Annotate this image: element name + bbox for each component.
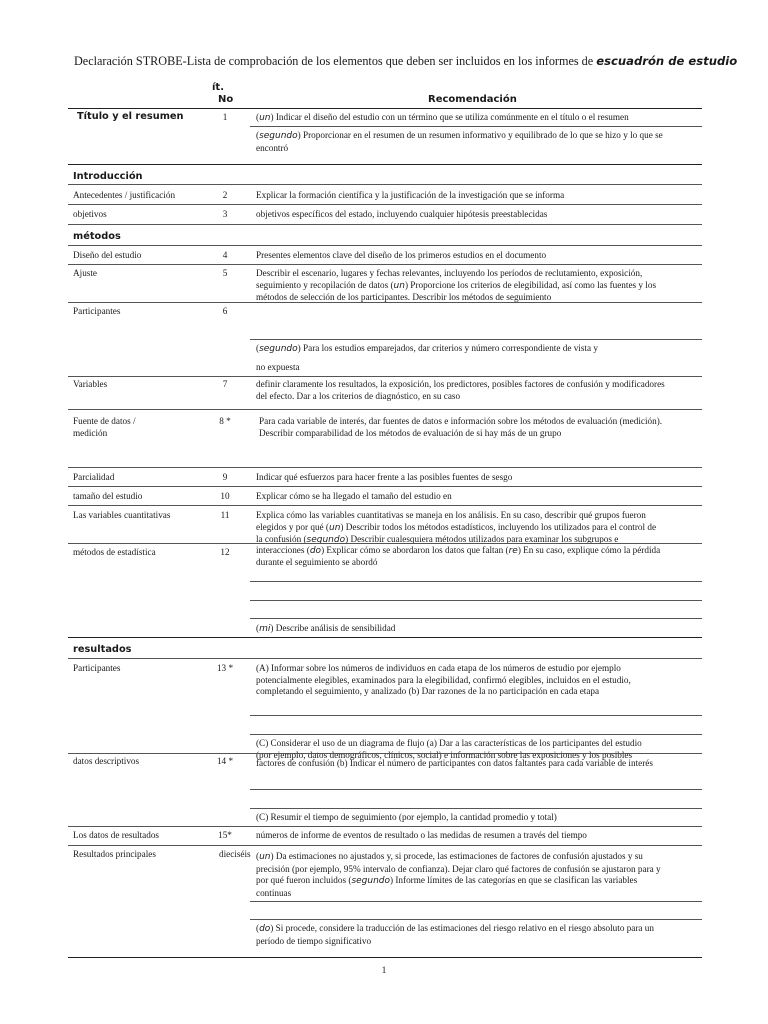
item-line: Para cada variable de interés, dar fuentes de datos e información sobre los métodos de evaluación (medición). <box>259 416 663 426</box>
item-label: métodos de estadística <box>73 547 156 557</box>
item-text: factores de confusión (b) Indicar el número de participantes con datos faltantes para cada variable de interés <box>256 758 653 768</box>
item-line: Describir el escenario, lugares y fechas relevantes, incluyendo los períodos de reclutamiento, exposición, <box>256 268 643 278</box>
item-text <box>256 923 702 947</box>
item-text: objetivos específicos del estado, incluyendo cualquier hipótesis preestablecidas <box>256 209 548 219</box>
item-text: números de informe de eventos de resultado o las medidas de resumen a través del tiempo <box>256 830 587 840</box>
item-number: 5 <box>222 268 228 278</box>
row-rule <box>250 126 702 127</box>
item-line-part: la confusión ( <box>256 534 307 544</box>
header-rule <box>68 108 702 109</box>
item-line: potencialmente elegibles, examinados para la elegibilidad, confirmó elegibles, incluidos en el estudio, <box>256 674 631 685</box>
item-line: Describir comparabilidad de los métodos de evaluación de si hay más de un grupo <box>259 427 562 438</box>
item-line-part: por qué fueron incluidos ( <box>256 875 352 885</box>
row-rule <box>250 901 702 902</box>
item-text: Explicar la formación científica y la justificación de la investigación que se informa <box>256 190 565 200</box>
item-tag: segundo <box>259 131 298 141</box>
item-line: completando el seguimiento, y analizado (b) Dar razones de la no participación en cada etapa <box>256 686 600 696</box>
item-label: Las variables cuantitativas <box>73 510 171 520</box>
item-line: (un) Da estimaciones no ajustados y, si procede, las estimaciones de factores de confusión ajustados y su <box>256 851 643 862</box>
item-line-part: interacciones ( <box>256 544 310 555</box>
item-line: (do) Si procede, considere la traducción de las estimaciones del riesgo relativo en el riesgo absoluto para un <box>256 923 654 934</box>
row-rule <box>68 486 702 487</box>
item-label: Los datos de resultados <box>73 830 159 840</box>
item-line: Explica cómo las variables cuantitativas se maneja en los análisis. En su caso, describir qué grupos fueron <box>256 510 646 520</box>
section-introduccion: Introducción <box>73 171 143 182</box>
document-title-emphasis: escuadrón de estudio <box>596 54 738 68</box>
item-text: no expuesta <box>256 362 300 372</box>
item-number: 14 * <box>216 756 234 766</box>
item-number: 2 <box>222 190 228 200</box>
item-line-part: ) Proporcione los criterios de elegibilidad, así como las fuentes y los <box>404 279 657 290</box>
item-text: Explicar cómo se ha llegado el tamaño del estudio en <box>256 491 452 501</box>
item-line <box>256 280 702 293</box>
item-line-part: elegidos y por qué ( <box>256 521 329 532</box>
section-resultados: resultados <box>73 644 132 655</box>
row-rule <box>68 505 702 506</box>
row-rule <box>68 204 702 205</box>
row-rule <box>250 789 702 790</box>
item-text <box>256 663 702 698</box>
item-number: 9 <box>222 472 228 482</box>
item-text-body: Proporcionar en el resumen de un resumen informativo y equilibrado de lo que se hizo y lo que se encontró <box>256 130 663 153</box>
row-rule <box>68 376 702 377</box>
document-title <box>74 54 738 69</box>
row-rule <box>250 808 702 809</box>
item-line: (C) Considerar el uso de un diagrama de flujo (a) Dar a las características de los participantes del estudio <box>256 738 642 748</box>
item-text <box>256 851 702 899</box>
row-rule <box>250 339 702 340</box>
header-item-no: No <box>218 94 234 105</box>
item-line: definir claramente los resultados, la exposición, los predictores, posibles factores de confusión y modificadores <box>256 379 665 389</box>
section-titulo: Título y el resumen <box>77 111 184 122</box>
row-rule <box>68 467 702 468</box>
row-rule <box>250 618 702 619</box>
row-rule <box>68 164 702 165</box>
item-line: durante el seguimiento se abordó <box>256 557 378 567</box>
item-text: Indicar qué esfuerzos para hacer frente a las posibles fuentes de sesgo <box>256 472 513 482</box>
item-number: 11 <box>220 510 230 520</box>
document-title-prefix: Declaración STROBE-Lista de comprobación de los elementos que deben ser incluidos en los informes de <box>74 54 597 68</box>
item-tag: segundo <box>351 876 391 886</box>
item-tag: un <box>259 113 271 123</box>
row-rule <box>250 715 702 716</box>
item-label: Participantes <box>73 663 121 673</box>
item-line <box>256 545 702 558</box>
row-rule <box>68 658 702 659</box>
item-text: (un) Indicar el diseño del estudio con un término que se utiliza comúnmente en el título o el resumen <box>256 112 629 123</box>
item-text <box>256 379 702 402</box>
item-tag: mi <box>259 624 271 634</box>
item-number: 4 <box>222 250 228 260</box>
item-line: continuas <box>256 887 292 898</box>
item-number: dieciséis <box>219 849 251 859</box>
row-rule <box>250 919 702 920</box>
item-line-part: ) Describir cualesquiera métodos utilizados para examinar los subgrupos e <box>345 534 619 544</box>
item-label: Parcialidad <box>73 472 115 482</box>
item-number: 13 * <box>216 663 234 673</box>
item-line: (por ejemplo, datos demográficos, clínicos, social) e información sobre las exposiciones y los posibles <box>256 749 633 760</box>
item-text: Presentes elementos clave del diseño de los primeros estudios en el documento <box>256 250 547 260</box>
item-number: 3 <box>222 209 228 219</box>
item-label: Participantes <box>73 306 121 316</box>
item-line <box>256 875 702 888</box>
item-text: (C) Resumir el tiempo de seguimiento (por ejemplo, la cantidad promedio y total) <box>256 812 557 822</box>
row-rule <box>68 264 702 265</box>
item-line: período de tiempo significativo <box>256 935 372 946</box>
header-item-label: ít. <box>212 82 225 93</box>
item-tag: do <box>259 924 271 934</box>
row-rule <box>68 753 702 754</box>
item-label: Ajuste <box>73 268 97 278</box>
item-tag: do <box>309 545 322 556</box>
row-rule <box>250 734 702 735</box>
section-metodos: métodos <box>73 231 121 242</box>
item-line-part: Da estimaciones no ajustados y, si procede, las estimaciones de factores de confusión ajustados y su <box>273 851 643 861</box>
row-rule <box>68 245 702 246</box>
row-rule <box>250 600 702 601</box>
row-rule <box>68 826 702 827</box>
item-number: 1 <box>222 112 228 122</box>
item-label: Antecedentes / justificación <box>73 190 176 200</box>
item-tag: un <box>328 522 341 533</box>
item-number: 15* <box>218 830 232 840</box>
item-line <box>256 522 702 535</box>
item-tag: re <box>508 545 518 556</box>
item-text <box>259 416 703 439</box>
item-line-part: ) Describir todos los métodos estadísticos, incluyendo los utilizados para el control de <box>340 521 657 532</box>
item-line-part: ) En su caso, explique cómo la pérdida <box>517 544 661 555</box>
item-text-body: Indicar el diseño del estudio con un término que se utiliza comúnmente en el título o el resumen <box>273 112 629 122</box>
item-line: precisión (por ejemplo, 95% intervalo de confianza). Dejar claro qué factores de confusión se ajustaron para y <box>256 863 661 874</box>
item-tag: un <box>259 852 271 862</box>
item-line: (A) Informar sobre los números de individuos en cada etapa de los números de estudio por ejemplo <box>256 663 621 673</box>
row-rule <box>68 409 702 410</box>
item-tag: segundo <box>259 344 298 354</box>
item-text: (mi) Describe análisis de sensibilidad <box>256 623 396 634</box>
row-rule <box>68 184 702 185</box>
item-label: Resultados principales <box>73 849 156 859</box>
table-bottom-rule <box>68 957 702 958</box>
item-text <box>256 268 702 304</box>
item-text: (segundo) Para los estudios emparejados, dar criterios y número correspondiente de vista y <box>256 343 598 354</box>
row-rule <box>68 543 702 544</box>
item-text <box>256 510 702 569</box>
row-rule <box>68 224 702 225</box>
row-rule <box>68 302 702 303</box>
header-recommendation: Recomendación <box>428 94 517 105</box>
page-number: 1 <box>381 966 387 976</box>
item-number: 12 <box>220 547 230 557</box>
item-line-part: ) Informe límites de las categorías en que se clasifican las variables <box>390 875 638 885</box>
item-line: métodos de selección de los participantes. Describir los métodos de seguimiento <box>256 292 552 302</box>
item-label: objetivos <box>73 209 107 219</box>
item-number: 8 * <box>219 416 231 426</box>
item-label: tamaño del estudio <box>73 491 143 501</box>
item-label: Variables <box>73 379 108 389</box>
item-tag: un <box>393 280 405 291</box>
item-label: medición <box>73 428 108 438</box>
item-number: 10 <box>220 491 230 501</box>
item-line-part: seguimiento y recopilación de datos ( <box>256 279 394 290</box>
item-tag: segundo <box>306 535 346 545</box>
item-label: datos descriptivos <box>73 756 140 766</box>
item-text-body: Para los estudios emparejados, dar criterios y número correspondiente de vista y <box>303 343 598 353</box>
item-number: 6 <box>222 306 228 316</box>
item-text-body: Describe análisis de sensibilidad <box>273 623 396 633</box>
row-rule <box>250 581 702 582</box>
item-label: Diseño del estudio <box>73 250 142 260</box>
item-number: 7 <box>222 379 228 389</box>
item-line-part: Si procede, considere la traducción de las estimaciones del riesgo relativo en el riesgo absoluto para un <box>273 923 654 933</box>
row-rule <box>68 637 702 638</box>
item-label: Fuente de datos / <box>73 416 136 426</box>
row-rule <box>68 845 702 846</box>
item-line-part: ) Explicar cómo se abordaron los datos que faltan ( <box>321 544 509 555</box>
item-line: del efecto. Dar a los criterios de diagnóstico, en su caso <box>256 390 461 401</box>
item-text: (segundo) Proporcionar en el resumen de un resumen informativo y equilibrado de lo que se hizo y lo que se encontró <box>256 130 663 153</box>
